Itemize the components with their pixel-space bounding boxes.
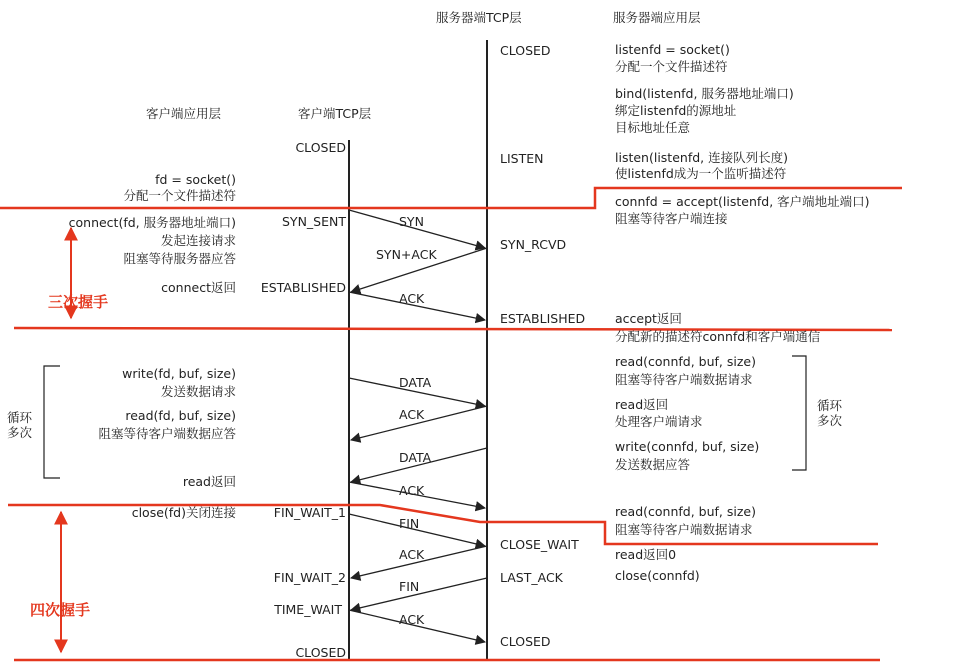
client-state-closed-top: CLOSED [295, 140, 346, 155]
server-close-call: close(connfd) [615, 568, 700, 583]
server-listenfd-desc: 分配一个文件描述符 [615, 59, 728, 74]
client-state-established: ESTABLISHED [260, 280, 346, 295]
server-read-return-0: read返回0 [615, 547, 677, 562]
client-state-syn-sent: SYN_SENT [282, 214, 346, 229]
right-loop-brace [792, 356, 806, 470]
server-state-closed-top: CLOSED [500, 43, 551, 58]
server-state-syn-rcvd: SYN_RCVD [500, 237, 567, 252]
header-server-tcp: 服务器端TCP层 [436, 10, 522, 25]
server-accept-desc: 阻塞等待客户端连接 [615, 211, 728, 226]
msg-ack-3: ACK [399, 483, 425, 498]
msg-fin-1: FIN [399, 516, 420, 531]
client-connect-wait: 阻塞等待服务器应答 [123, 251, 236, 266]
client-connect-call: connect(fd, 服务器地址端口) [68, 215, 236, 230]
server-listen-desc: 使listenfd成为一个监听描述符 [615, 166, 787, 181]
msg-ack-1: ACK [399, 291, 425, 306]
client-read-call: read(fd, buf, size) [125, 408, 236, 423]
header-client-tcp: 客户端TCP层 [298, 106, 372, 121]
client-write-desc: 发送数据请求 [160, 384, 236, 399]
server-read-call-2: read(connfd, buf, size) [615, 504, 756, 519]
header-server-app: 服务器端应用层 [613, 10, 701, 25]
client-state-fin-wait-1: FIN_WAIT_1 [273, 505, 346, 520]
msg-syn: SYN [399, 214, 424, 229]
server-write-call: write(connfd, buf, size) [615, 439, 760, 454]
server-read-call: read(connfd, buf, size) [615, 354, 756, 369]
msg-ack-2: ACK [399, 407, 425, 422]
header-client-app: 客户端应用层 [146, 106, 222, 121]
client-state-fin-wait-2: FIN_WAIT_2 [273, 570, 346, 585]
client-connect-return: connect返回 [161, 280, 236, 295]
server-read-return: read返回 [615, 397, 669, 412]
client-read-return: read返回 [182, 474, 236, 489]
msg-ack-4: ACK [399, 547, 425, 562]
server-read-desc-2: 阻塞等待客户端数据请求 [615, 522, 753, 537]
label-three-way-handshake: 三次握手 [48, 293, 109, 311]
server-accept-call: connfd = accept(listenfd, 客户端地址端口) [615, 194, 870, 209]
server-read-desc: 阻塞等待客户端数据请求 [615, 372, 753, 387]
msg-data-1: DATA [399, 375, 432, 390]
client-write-call: write(fd, buf, size) [122, 366, 236, 381]
server-state-listen: LISTEN [500, 151, 544, 166]
server-read-return-desc: 处理客户端请求 [615, 414, 703, 429]
client-state-time-wait: TIME_WAIT [274, 602, 342, 617]
msg-fin-2: FIN [399, 579, 420, 594]
client-connect-desc: 发起连接请求 [160, 233, 236, 248]
msg-syn-ack: SYN+ACK [376, 247, 437, 262]
client-state-closed-bottom: CLOSED [295, 645, 346, 660]
client-socket-call: fd = socket() [155, 172, 236, 187]
client-socket-desc: 分配一个文件描述符 [123, 188, 236, 203]
server-state-closed-bottom: CLOSED [500, 634, 551, 649]
server-write-desc: 发送数据应答 [615, 457, 691, 472]
server-bind-target: 目标地址任意 [615, 120, 691, 135]
loop-label-left: 循环 多次 [7, 410, 33, 440]
server-bind-desc: 绑定listenfd的源地址 [615, 103, 737, 118]
label-four-way-handshake: 四次握手 [30, 601, 91, 619]
msg-ack-5: ACK [399, 612, 425, 627]
client-read-desc: 阻塞等待客户端数据应答 [98, 426, 236, 441]
server-state-close-wait: CLOSE_WAIT [500, 537, 579, 552]
server-accept-return-desc: 分配新的描述符connfd和客户端通信 [615, 329, 821, 344]
server-state-last-ack: LAST_ACK [500, 570, 563, 585]
server-accept-return: accept返回 [615, 311, 682, 326]
server-listen-call: listen(listenfd, 连接队列长度) [615, 150, 788, 165]
msg-data-2: DATA [399, 450, 432, 465]
server-state-established: ESTABLISHED [500, 311, 586, 326]
left-loop-brace [44, 366, 60, 478]
loop-label-right: 循环 多次 [817, 398, 843, 428]
server-listenfd-call: listenfd = socket() [615, 42, 730, 57]
client-close-call: close(fd)关闭连接 [131, 505, 236, 520]
server-bind-call: bind(listenfd, 服务器地址端口) [615, 86, 794, 101]
